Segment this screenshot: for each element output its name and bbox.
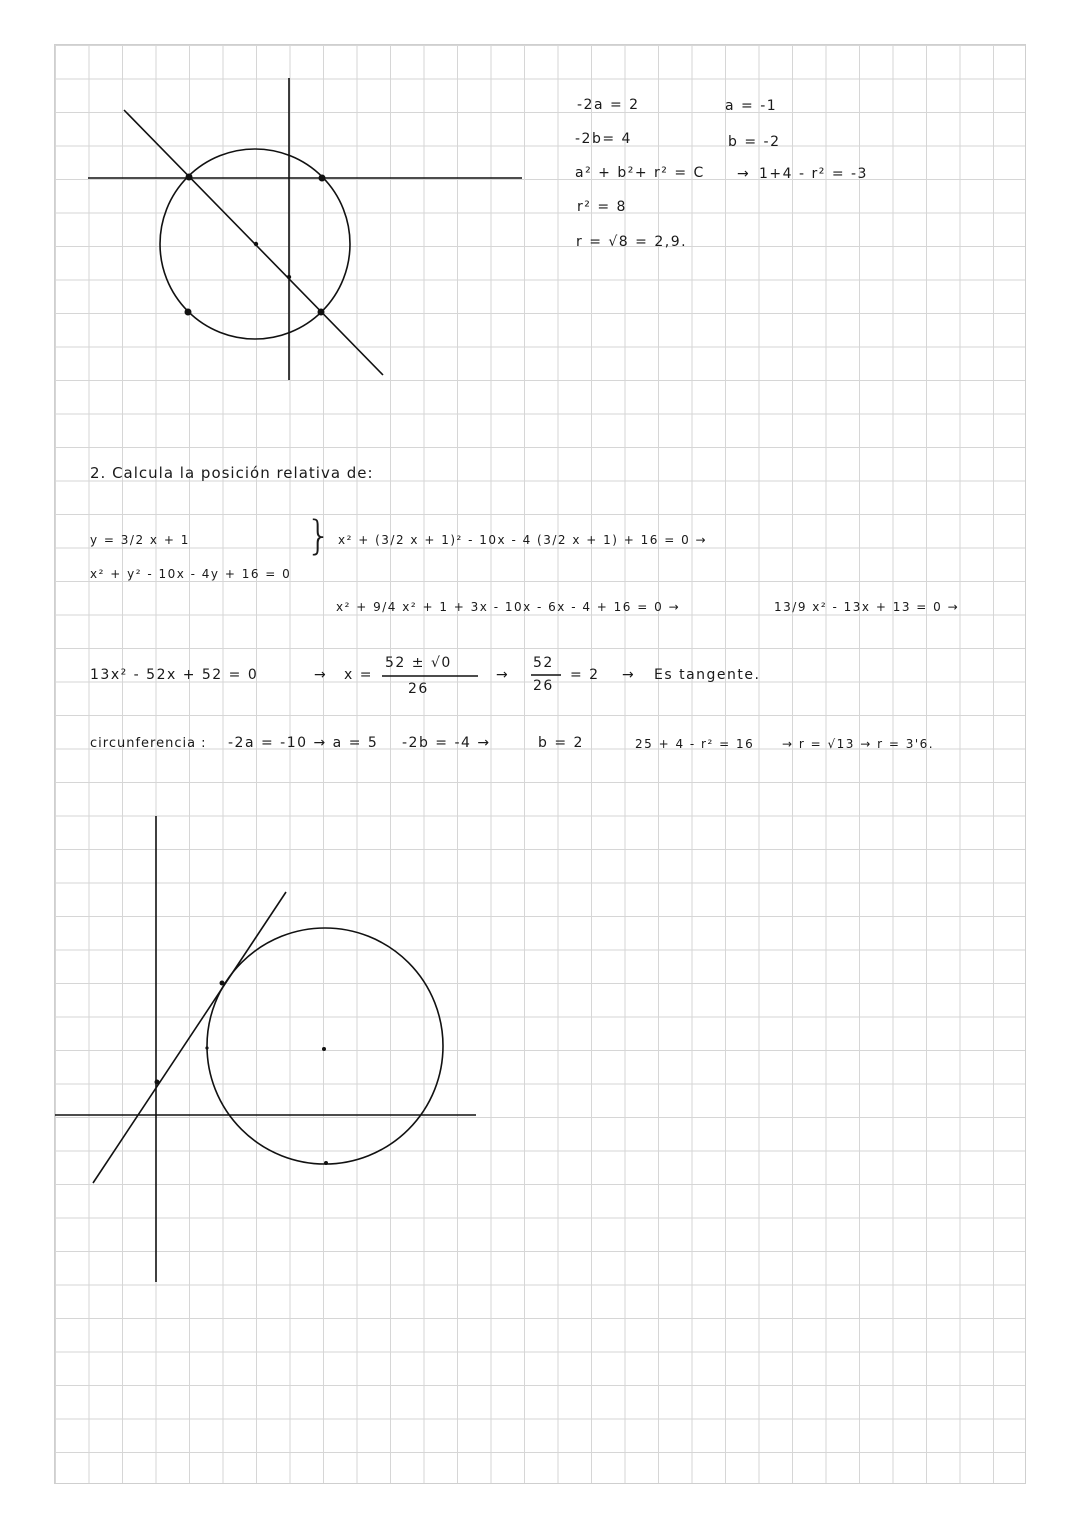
point-c	[287, 275, 291, 279]
circumference-label: circunferencia :	[90, 736, 207, 751]
conclusion-tangent: Es tangente.	[654, 667, 761, 683]
system-eq-2: x² + y² - 10x - 4y + 16 = 0	[90, 567, 292, 581]
calc-line-2: -2b= 4	[575, 131, 632, 147]
calc-line-4: r² = 8	[577, 199, 627, 215]
figure-circle-tangent	[55, 816, 476, 1282]
calc-line-1: -2a = 2	[577, 97, 640, 113]
calc-line-3-arrow: →	[737, 166, 751, 182]
equals-two: = 2	[570, 667, 600, 683]
center-2	[322, 1047, 326, 1051]
figure-circle-secant	[88, 78, 522, 380]
substitution-2-result: 13/9 x² - 13x + 13 = 0 →	[774, 600, 960, 614]
circle-2	[207, 928, 443, 1164]
point-d	[185, 309, 192, 316]
tangent-line	[93, 892, 286, 1183]
quadratic-equation: 13x² - 52x + 52 = 0	[90, 667, 259, 683]
arrow-2: →	[496, 667, 510, 683]
bottom-point	[324, 1161, 328, 1165]
step-a: -2a = -10 → a = 5	[228, 735, 379, 751]
system-eq-1: y = 3/2 x + 1	[90, 533, 190, 547]
substitution-2: x² + 9/4 x² + 1 + 3x - 10x - 6x - 4 + 16 = 0 →	[336, 600, 681, 614]
point-e	[318, 309, 325, 316]
fraction-denominator: 26	[533, 678, 554, 694]
arrow-3: →	[622, 667, 636, 683]
tangent-point	[220, 981, 225, 986]
b-value: b = 2	[538, 735, 584, 751]
exercise-title: 2. Calcula la posición relativa de:	[90, 464, 374, 482]
calc-line-3-result: 1+4 - r² = -3	[759, 166, 868, 182]
arrow-1: →	[314, 667, 328, 683]
quadratic-denominator: 26	[408, 681, 429, 697]
fraction-numerator: 52	[533, 655, 554, 671]
x-label: x =	[344, 667, 373, 683]
calc-line-1-result: a = -1	[725, 98, 778, 114]
radius-result: → r = √13 → r = 3'6.	[782, 737, 935, 751]
quadratic-numerator: 52 ± √0	[385, 655, 452, 671]
y-intercept	[155, 1080, 160, 1085]
calc-line-5: r = √8 = 2,9.	[576, 234, 688, 250]
point-b	[319, 175, 326, 182]
center-1	[254, 242, 258, 246]
system-brace: }	[306, 513, 332, 559]
point-a	[186, 174, 193, 181]
left-point	[205, 1046, 208, 1049]
calc-line-3: a² + b²+ r² = C	[575, 165, 705, 181]
substitution-1: x² + (3/2 x + 1)² - 10x - 4 (3/2 x + 1) + 16 = 0 →	[338, 533, 708, 547]
radius-equation: 25 + 4 - r² = 16	[635, 737, 755, 751]
step-b: -2b = -4 →	[402, 735, 491, 751]
calc-line-2-result: b = -2	[728, 134, 781, 150]
